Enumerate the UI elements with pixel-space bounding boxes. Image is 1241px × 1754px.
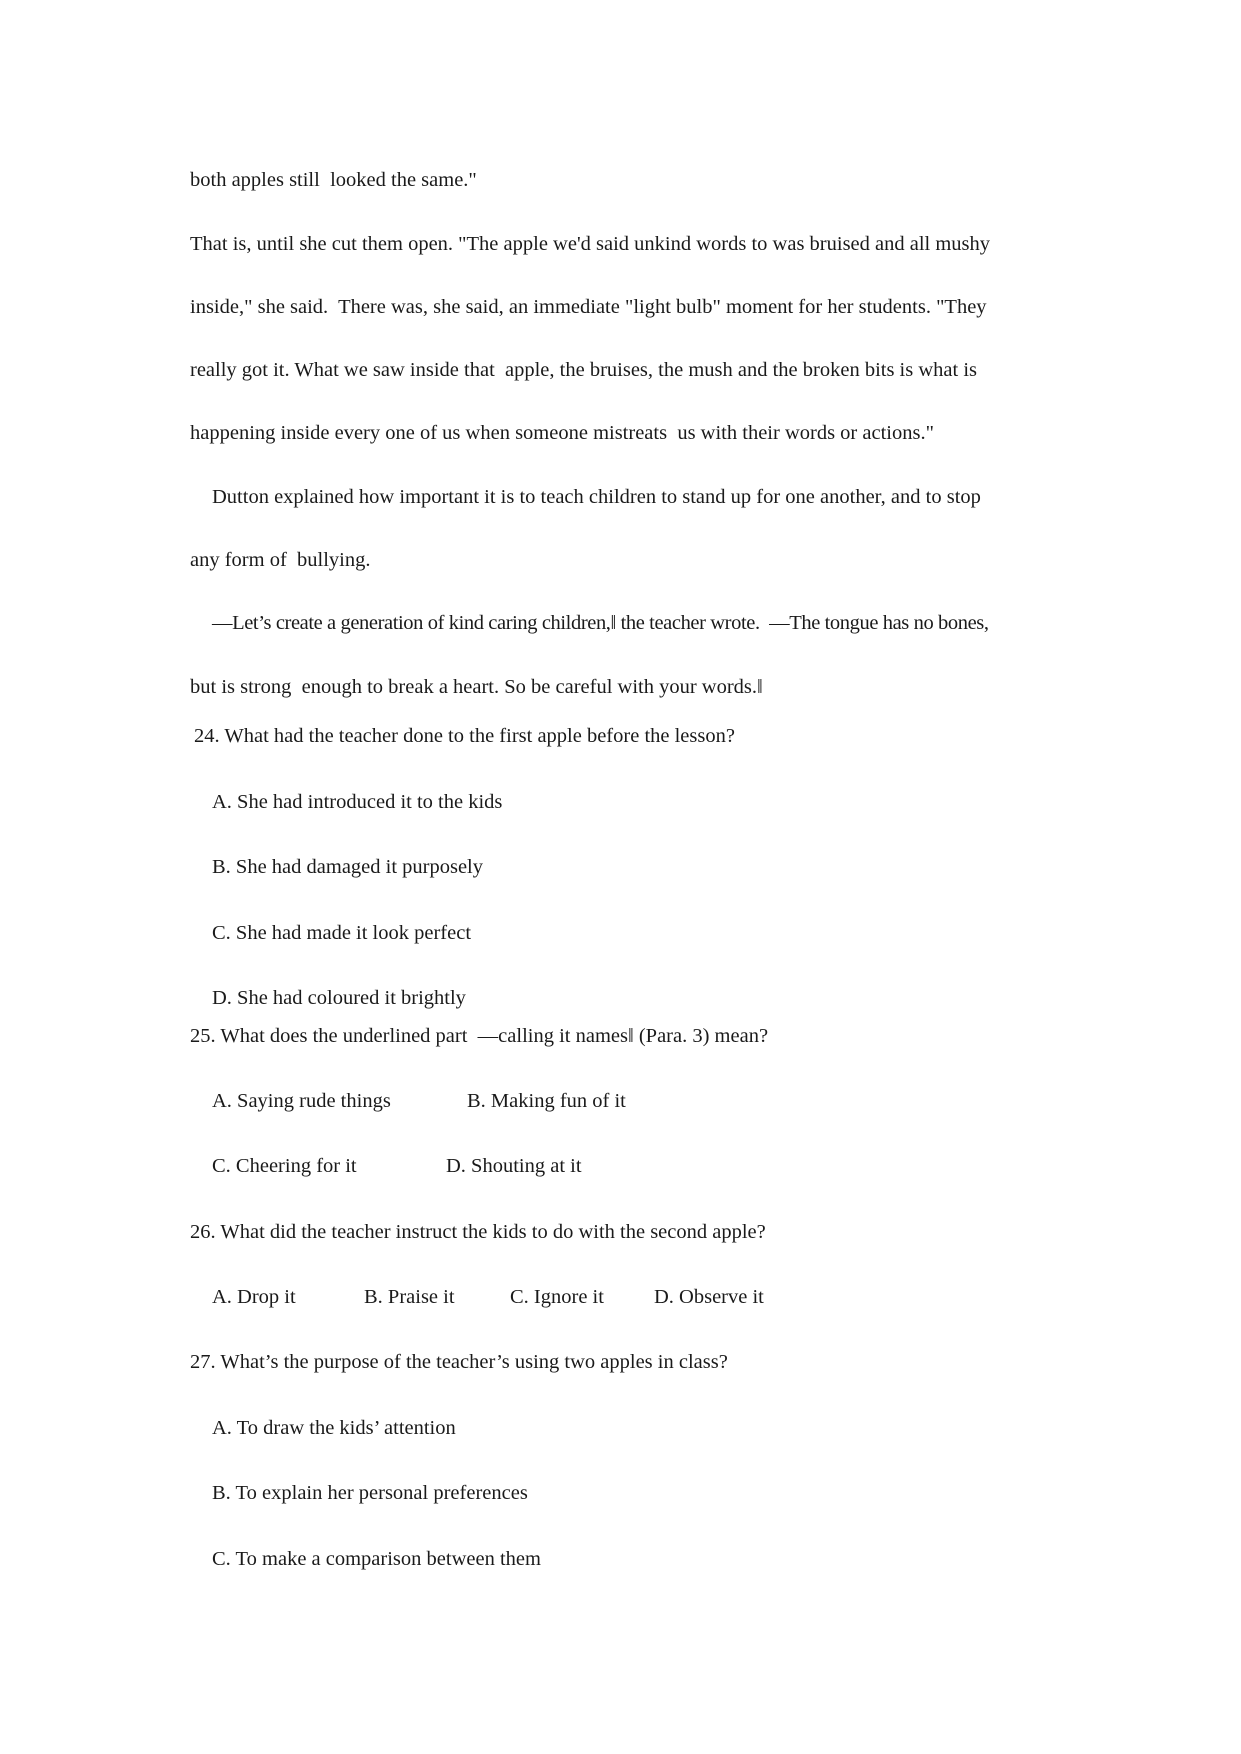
question-27-option-c: C. To make a comparison between them	[212, 1548, 541, 1570]
question-27-option-b: B. To explain her personal preferences	[212, 1482, 528, 1504]
question-25-stem: 25. What does the underlined part ―calling it names‖ (Para. 3) mean?	[190, 1025, 769, 1047]
question-27-option-a: A. To draw the kids’ attention	[212, 1417, 456, 1439]
question-25-option-b: B. Making fun of it	[467, 1090, 626, 1112]
passage-line-6: Dutton explained how important it is to teach children to stand up for one another, and to stop	[212, 486, 981, 508]
question-25-option-a: A. Saying rude things	[212, 1090, 391, 1112]
passage-line-3: inside," she said. There was, she said, an immediate "light bulb" moment for her students. "They	[190, 296, 987, 318]
question-26-option-a: A. Drop it	[212, 1286, 296, 1308]
question-24-option-c: C. She had made it look perfect	[212, 922, 472, 944]
passage-line-8: ―Let’s create a generation of kind caring children,‖ the teacher wrote. ―The tongue has no bones,	[212, 612, 989, 634]
passage-line-7: any form of bullying.	[190, 549, 371, 571]
question-26-option-d: D. Observe it	[654, 1286, 764, 1308]
question-25-option-c: C. Cheering for it	[212, 1155, 357, 1177]
question-24-option-d: D. She had coloured it brightly	[212, 987, 466, 1009]
passage-line-9: but is strong enough to break a heart. So be careful with your words.‖	[190, 676, 763, 698]
passage-line-1: both apples still looked the same."	[190, 169, 477, 191]
passage-line-5: happening inside every one of us when someone mistreats us with their words or actions."	[190, 422, 934, 444]
passage-line-2: That is, until she cut them open. "The apple we'd said unkind words to was bruised and all mushy	[190, 233, 991, 255]
question-26-option-b: B. Praise it	[364, 1286, 455, 1308]
question-26-option-c: C. Ignore it	[510, 1286, 604, 1308]
question-25-option-d: D. Shouting at it	[446, 1155, 582, 1177]
question-24-option-b: B. She had damaged it purposely	[212, 856, 484, 878]
passage-line-4: really got it. What we saw inside that apple, the bruises, the mush and the broken bits is what is	[190, 359, 978, 381]
question-26-stem: 26. What did the teacher instruct the kids to do with the second apple?	[190, 1221, 766, 1243]
question-27-stem: 27. What’s the purpose of the teacher’s using two apples in class?	[190, 1351, 728, 1373]
question-24-stem: 24. What had the teacher done to the first apple before the lesson?	[194, 725, 735, 747]
question-24-option-a: A. She had introduced it to the kids	[212, 791, 503, 813]
